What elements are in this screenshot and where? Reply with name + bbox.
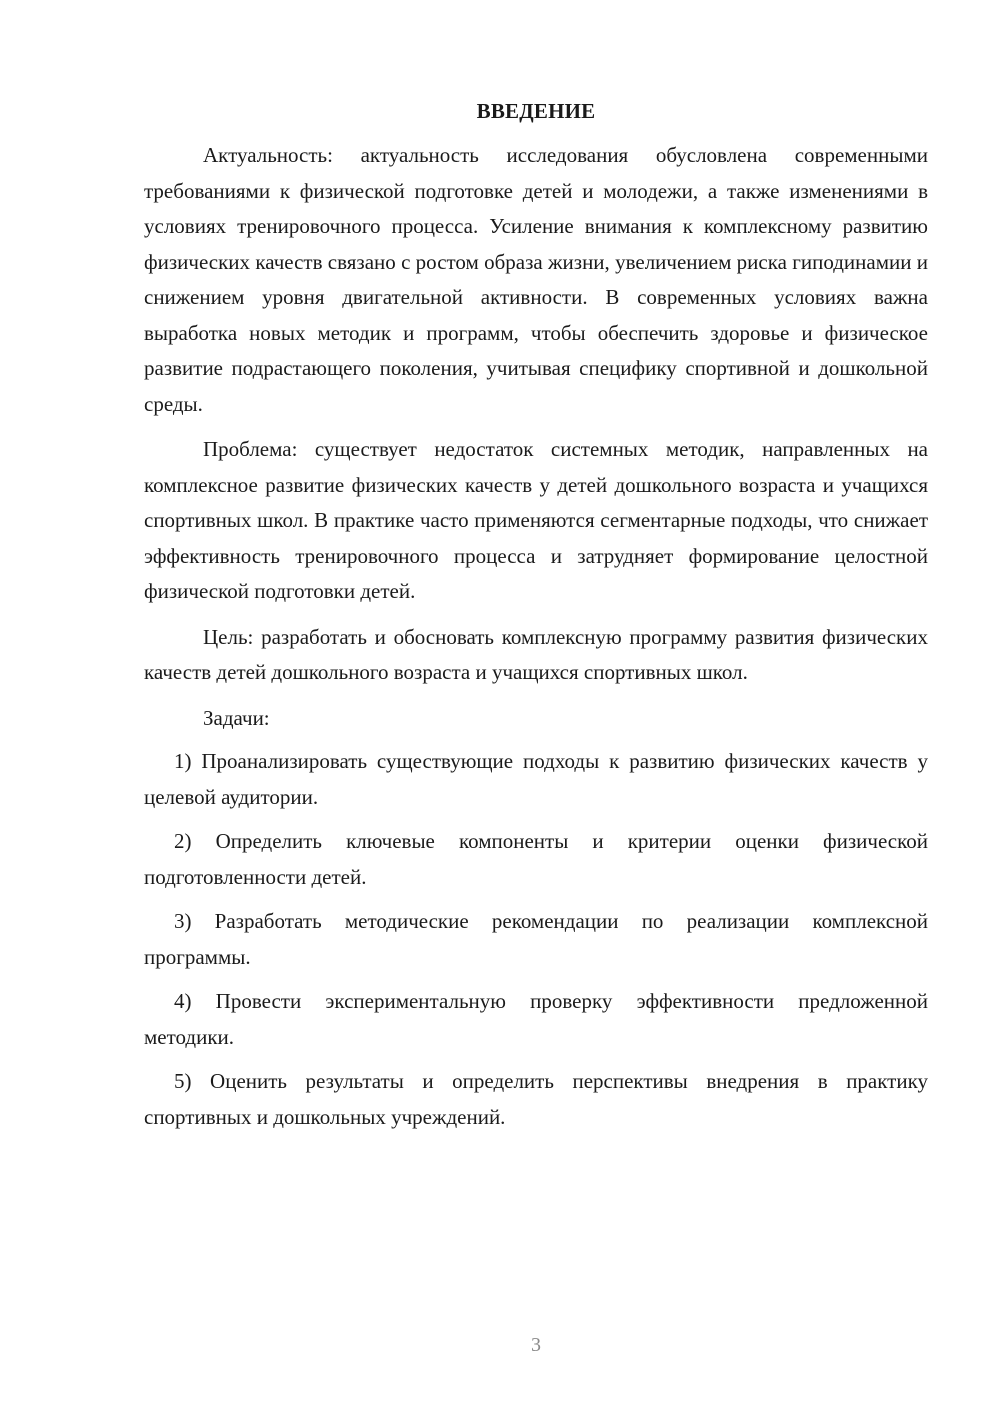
tasks-list [144, 744, 928, 1135]
task-item-1: 1) Проанализировать существующие подходы к развитию физических качеств у целевой аудитории. [144, 749, 928, 809]
tasks-heading: Задачи: [203, 705, 270, 730]
paragraph-goal: Цель: разработать и обосновать комплексную программу развития физических качеств детей дошкольного возраста и учащихся спортивных школ. [144, 624, 928, 684]
paragraph-problem: Проблема: существует недостаток системных методик, направленных на комплексное развитие физических качеств у детей дошкольного возраста и учащихся спортивных школ. В практике часто применяются сегментарные подходы, что снижает эффективность тренировочного процесса и затрудняет формирование целостной физической подготовки детей. [144, 437, 928, 603]
document-page [144, 96, 928, 1144]
page-number: 3 [531, 1334, 541, 1356]
task-item-4: 4) Провести экспериментальную проверку эффективности предложенной методики. [144, 989, 928, 1049]
task-item-3: 3) Разработать методические рекомендации по реализации комплексной программы. [144, 909, 928, 969]
section-title: ВВЕДЕНИЕ [476, 99, 596, 123]
task-item-2: 2) Определить ключевые компоненты и критерии оценки физической подготовленности детей. [144, 829, 928, 889]
paragraph-relevance: Актуальность: актуальность исследования обусловлена современными требованиями к физической подготовке детей и молодежи, а также изменениями в условиях тренировочного процесса. Усиление внимания к комплексному развитию физических качеств связано с ростом образа жизни, увеличением риска гиподинамии и снижением уровня двигательной активности. В современных условиях важна выработка новых методик и программ, чтобы обеспечить здоровье и физическое развитие подрастающего поколения, учитывая специфику спортивной и дошкольной среды. [144, 143, 928, 416]
task-item-5: 5) Оценить результаты и определить перспективы внедрения в практику спортивных и дошкольных учреждений. [144, 1069, 928, 1129]
